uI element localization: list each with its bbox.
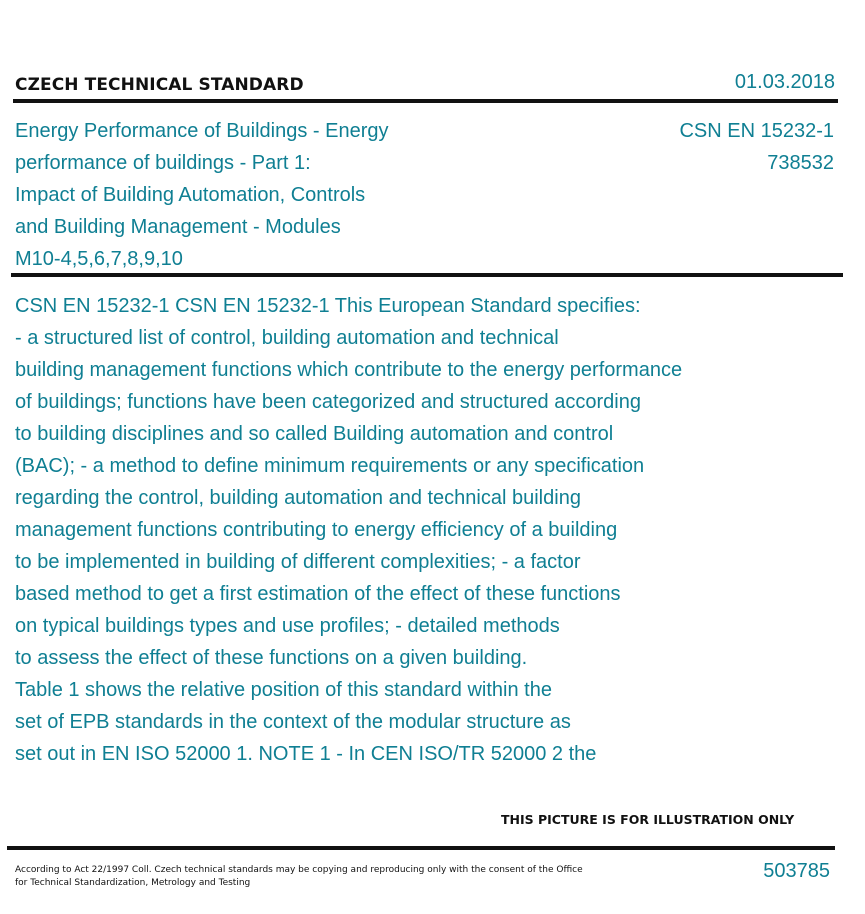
copyright-note-line: According to Act 22/1997 Coll. Czech technical standards may be copying and reproducing only with the consent of the Office bbox=[15, 865, 583, 875]
description-line: (BAC); - a method to define minimum requirements or any specification bbox=[15, 455, 645, 477]
standard-title-line: and Building Management - Modules bbox=[15, 216, 341, 238]
description-line: set out in EN ISO 52000 1. NOTE 1 - In CEN ISO/TR 52000 2 the bbox=[15, 743, 597, 765]
description-line: to assess the effect of these functions on a given building. bbox=[15, 647, 528, 669]
description-line: - a structured list of control, building automation and technical bbox=[15, 327, 559, 349]
description-line: to be implemented in building of different complexities; - a factor bbox=[15, 551, 581, 573]
document-date: 01.03.2018 bbox=[734, 71, 835, 93]
standard-codes bbox=[679, 115, 834, 179]
description-line: on typical buildings types and use profiles; - detailed methods bbox=[15, 615, 560, 637]
description-line: based method to get a first estimation of the effect of these functions bbox=[15, 583, 621, 605]
description-line: building management functions which contribute to the energy performance bbox=[15, 359, 683, 381]
standard-title-line: Energy Performance of Buildings - Energy bbox=[15, 120, 389, 142]
description-line: of buildings; functions have been categorized and structured according bbox=[15, 391, 641, 413]
standard-title-line: Impact of Building Automation, Controls bbox=[15, 184, 366, 206]
copyright-note-line: for Technical Standardization, Metrology and Testing bbox=[15, 878, 251, 888]
standard-title-line: M10-4,5,6,7,8,9,10 bbox=[15, 248, 183, 270]
top-divider bbox=[13, 99, 838, 103]
document-header-title: CZECH TECHNICAL STANDARD bbox=[15, 75, 304, 95]
standard-title bbox=[15, 115, 455, 275]
standard-code: CSN EN 15232-1 bbox=[679, 120, 834, 142]
bottom-divider bbox=[7, 846, 835, 850]
copyright-note bbox=[15, 864, 615, 890]
description-line: regarding the control, building automation and technical building bbox=[15, 487, 581, 509]
illustration-disclaimer: THIS PICTURE IS FOR ILLUSTRATION ONLY bbox=[501, 812, 795, 827]
description-line: Table 1 shows the relative position of this standard within the bbox=[15, 679, 552, 701]
product-code: 503785 bbox=[763, 860, 830, 882]
standard-description bbox=[15, 290, 775, 770]
catalog-number: 738532 bbox=[767, 152, 834, 174]
standard-title-line: performance of buildings - Part 1: bbox=[15, 152, 311, 174]
description-line: management functions contributing to energy efficiency of a building bbox=[15, 519, 618, 541]
description-line: CSN EN 15232-1 CSN EN 15232-1 This European Standard specifies: bbox=[15, 295, 641, 317]
middle-divider bbox=[11, 273, 843, 277]
description-line: to building disciplines and so called Building automation and control bbox=[15, 423, 614, 445]
description-line: set of EPB standards in the context of the modular structure as bbox=[15, 711, 571, 733]
